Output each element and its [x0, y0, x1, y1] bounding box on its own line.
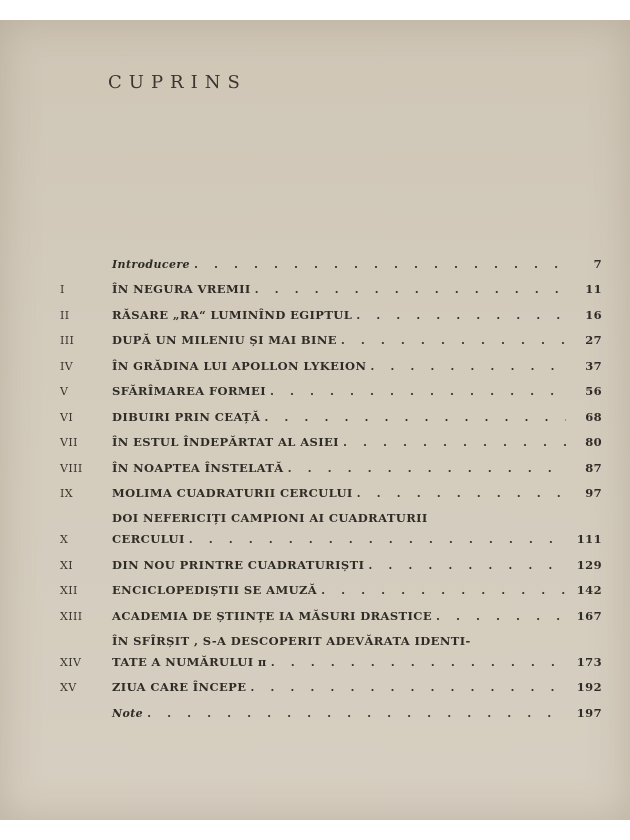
toc-entry [60, 454, 602, 480]
toc-entry [60, 577, 602, 603]
toc-entry-body [112, 410, 602, 424]
chapter-title: ÎN NEGURA VREMII [112, 282, 251, 296]
leader-dots [436, 609, 566, 623]
toc-entry [60, 250, 602, 276]
chapter-title: ACADEMIA DE ȘTIINȚE IA MĂSURI DRASTICE [112, 608, 433, 623]
chapter-number: XIV [60, 655, 82, 669]
chapter-title: DUPĂ UN MILENIU ȘI MAI BINE [112, 333, 337, 347]
toc-entry-body [112, 461, 602, 475]
chapter-title: RĂSARE „RA“ LUMINÎND EGIPTUL [112, 307, 353, 322]
chapter-title: SFĂRÎMAREA FORMEI [112, 384, 266, 398]
chapter-title: Note [112, 706, 144, 720]
chapter-title: TATE A NUMĂRULUI π [112, 654, 267, 669]
toc-entry-body [112, 532, 602, 546]
chapter-title-line1: DOI NEFERICIȚI CAMPIONI AI CUADRATURII [112, 511, 428, 525]
toc-entry [60, 301, 602, 327]
toc-entry-body [112, 435, 602, 449]
chapter-title: ÎN GRĂDINA LUI APOLLON LYKEION [112, 358, 367, 373]
chapter-title: DIN NOU PRINTRE CUADRATURIȘTI [112, 557, 365, 572]
table-of-contents [60, 250, 602, 725]
chapter-number: XII [60, 584, 78, 597]
chapter-number: XI [60, 558, 73, 572]
chapter-title: MOLIMA CUADRATURII CERCULUI [112, 486, 353, 500]
toc-entry-body [112, 486, 602, 500]
leader-dots [321, 583, 566, 597]
chapter-title: ÎN ESTUL ÎNDEPĂRTAT AL ASIEI [112, 435, 339, 449]
page-number: 87 [585, 460, 602, 475]
page-number: 27 [585, 333, 602, 347]
toc-entry [60, 327, 602, 353]
leader-dots [370, 359, 566, 373]
page-number: 129 [576, 557, 602, 572]
leader-dots [270, 384, 566, 398]
page-number: 7 [593, 256, 602, 271]
leader-dots [357, 486, 566, 500]
page-number: 97 [585, 486, 602, 500]
toc-entry-body [112, 333, 602, 347]
chapter-number: XIII [60, 609, 83, 623]
chapter-number: V [60, 385, 69, 398]
toc-entry [60, 352, 602, 378]
page-title: CUPRINS [108, 72, 247, 93]
toc-entry-body [112, 384, 602, 398]
leader-dots [147, 706, 566, 720]
toc-entry [60, 429, 602, 455]
leader-dots [255, 282, 566, 296]
toc-entry-body [112, 706, 602, 720]
toc-entry-body [112, 308, 602, 322]
chapter-title: ZIUA CARE ÎNCEPE [112, 680, 247, 694]
chapter-number: I [60, 283, 65, 296]
chapter-title: ÎN NOAPTEA ÎNSTELATĂ [112, 460, 284, 475]
leader-dots [343, 435, 566, 449]
chapter-number: III [60, 334, 75, 347]
chapter-number: IV [60, 359, 74, 373]
page-number: 56 [585, 384, 602, 398]
page-number: 167 [576, 608, 602, 623]
chapter-number: VIII [60, 461, 83, 475]
chapter-number: II [60, 308, 70, 322]
toc-entry [60, 602, 602, 628]
page-number: 68 [585, 409, 602, 424]
toc-entry-body [112, 583, 602, 597]
leader-dots [264, 410, 566, 424]
toc-entry [60, 403, 602, 429]
leader-dots [250, 680, 566, 694]
leader-dots [288, 461, 566, 475]
leader-dots [189, 532, 566, 546]
toc-entry-body [112, 359, 602, 373]
toc-entry [60, 276, 602, 302]
toc-entry [60, 480, 602, 506]
chapter-number: IX [60, 487, 73, 500]
toc-entry-body [112, 680, 602, 694]
chapter-number: XV [60, 681, 77, 694]
page-number: 192 [576, 680, 602, 694]
chapter-title: CERCULUI [112, 532, 185, 546]
chapter-number: VII [60, 436, 78, 449]
page-number: 80 [585, 435, 602, 449]
page-number: 173 [576, 654, 602, 669]
page-number: 111 [576, 532, 602, 546]
toc-entry [60, 699, 602, 725]
toc-entry-body [112, 558, 602, 572]
leader-dots [271, 655, 566, 669]
leader-dots [194, 257, 566, 271]
toc-entry-body [112, 257, 602, 271]
leader-dots [368, 558, 566, 572]
leader-dots [341, 333, 566, 347]
leader-dots [356, 308, 566, 322]
toc-entry [60, 628, 602, 674]
chapter-number: VI [60, 410, 74, 424]
toc-entry-body [112, 282, 602, 296]
toc-entry [60, 551, 602, 577]
page-number: 142 [576, 583, 602, 597]
chapter-title: ENCICLOPEDIȘTII SE AMUZĂ [112, 583, 318, 597]
toc-entry [60, 674, 602, 700]
page-number: 11 [585, 282, 602, 296]
chapter-title-line1: ÎN SFÎRȘIT , S-A DESCOPERIT ADEVĂRATA IDENTI- [112, 633, 471, 648]
toc-entry [60, 378, 602, 404]
toc-entry-body [112, 609, 602, 623]
chapter-title: DIBUIRI PRIN CEAȚĂ [112, 409, 261, 424]
chapter-number: X [60, 533, 69, 546]
toc-entry-body [112, 655, 602, 669]
chapter-title: Introducere [112, 257, 190, 271]
toc-entry [60, 505, 602, 551]
page-number: 197 [576, 705, 602, 720]
book-page [0, 20, 630, 820]
page-number: 16 [585, 307, 602, 322]
page-number: 37 [585, 358, 602, 373]
